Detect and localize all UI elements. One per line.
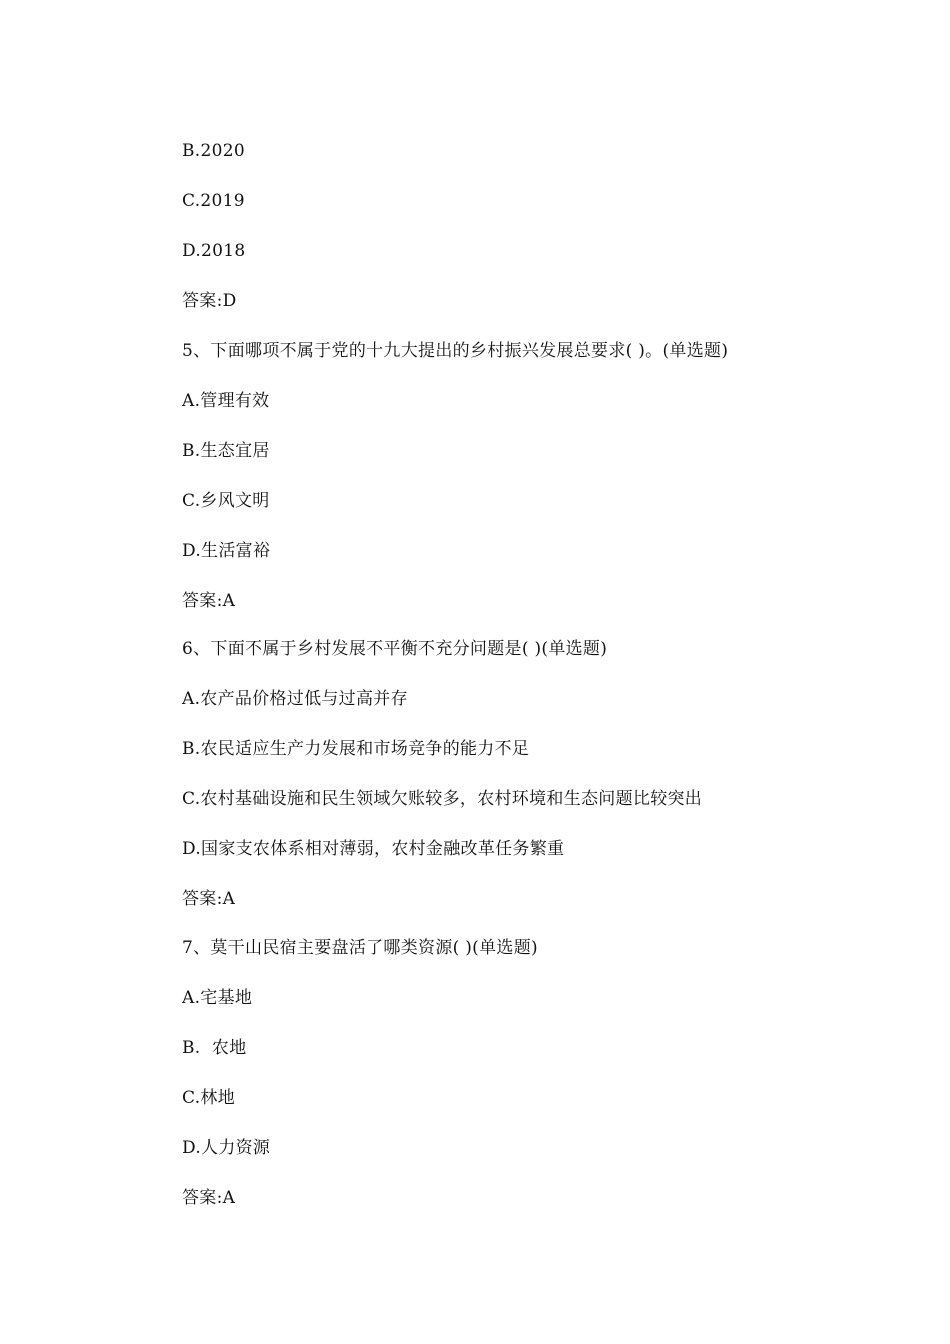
q4-option-c: C.2019 — [182, 191, 245, 211]
q6-option-d: D.国家支农体系相对薄弱，农村金融改革任务繁重 — [182, 839, 565, 859]
q6-option-c: C.农村基础设施和民生领域欠账较多，农村环境和生态问题比较突出 — [182, 789, 703, 809]
q6-answer: 答案:A — [182, 889, 236, 909]
q5-question: 5、下面哪项不属于党的十九大提出的乡村振兴发展总要求( )。(单选题) — [182, 341, 729, 361]
q4-option-b: B.2020 — [182, 141, 245, 161]
q7-option-b: B. 农地 — [182, 1038, 247, 1058]
q7-answer: 答案:A — [182, 1188, 236, 1208]
q4-option-d: D.2018 — [182, 241, 246, 261]
q6-option-a: A.农产品价格过低与过高并存 — [182, 689, 408, 709]
q6-question: 6、下面不属于乡村发展不平衡不充分问题是( )(单选题) — [182, 639, 608, 659]
q7-option-d: D.人力资源 — [182, 1138, 271, 1158]
q7-option-c: C.林地 — [182, 1088, 236, 1108]
q5-option-b: B.生态宜居 — [182, 441, 270, 461]
q5-option-d: D.生活富裕 — [182, 541, 271, 561]
q6-option-b: B.农民适应生产力发展和市场竞争的能力不足 — [182, 739, 530, 759]
q7-option-a: A.宅基地 — [182, 988, 253, 1008]
q5-answer: 答案:A — [182, 591, 236, 611]
q7-question: 7、莫干山民宿主要盘活了哪类资源( )(单选题) — [182, 938, 538, 958]
q5-option-c: C.乡风文明 — [182, 491, 270, 511]
q5-option-a: A.管理有效 — [182, 391, 270, 411]
q4-answer: 答案:D — [182, 291, 237, 311]
